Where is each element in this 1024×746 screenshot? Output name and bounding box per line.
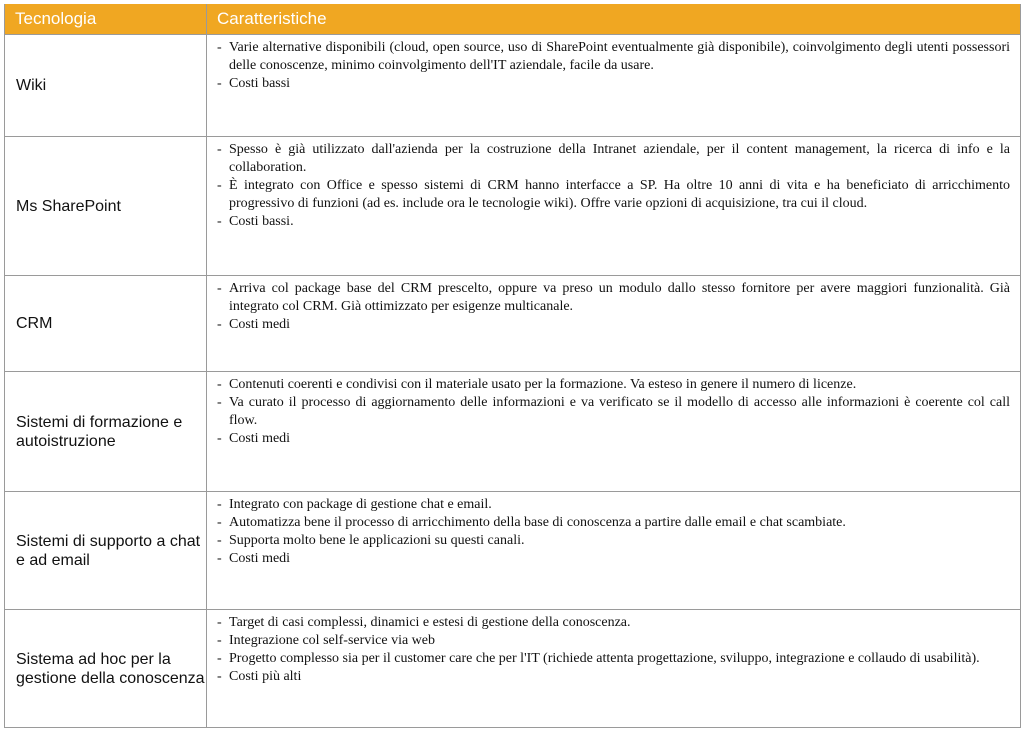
list-item: - Costi più alti (217, 668, 1010, 686)
header-row (5, 4, 1021, 35)
table-row-sistemi-di-supporto (5, 492, 1021, 610)
tech-characteristics (207, 372, 1021, 492)
tech-name: Sistemi di supporto a chat e ad email (5, 492, 207, 610)
list-item: - Integrazione col self-service via web (217, 632, 1010, 650)
tech-name: Wiki (5, 35, 207, 137)
tech-characteristics (207, 137, 1021, 276)
table-row-wiki (5, 35, 1021, 137)
tech-name: Sistema ad hoc per la gestione della conoscenza (5, 610, 207, 728)
characteristics-list (217, 496, 1010, 568)
characteristics-list (217, 141, 1010, 231)
list-item: - Costi bassi (217, 75, 1010, 93)
list-item: - Costi medi (217, 316, 1010, 334)
list-item: - Arriva col package base del CRM prescelto, oppure va preso un modulo dallo stesso fornitore per avere maggiori funzionalità. Già integrato col CRM. Già ottimizzato per esigenze multicanale. (217, 280, 1010, 316)
list-item: - Target di casi complessi, dinamici e estesi di gestione della conoscenza. (217, 614, 1010, 632)
list-item: - Va curato il processo di aggiornamento delle informazioni e va verificato se il modello di accesso alle informazioni è coerente col call flow. (217, 394, 1010, 430)
characteristics-list (217, 280, 1010, 334)
table-row-crm (5, 276, 1021, 372)
tech-name: Sistemi di formazione e autoistruzione (5, 372, 207, 492)
table-row-sistema-ad-hoc (5, 610, 1021, 728)
table-row-ms-sharepoint (5, 137, 1021, 276)
header-caratteristiche: Caratteristiche (207, 4, 1021, 35)
list-item: - È integrato con Office e spesso sistemi di CRM hanno interfacce a SP. Ha oltre 10 anni di vita e ha beneficiato di arricchimento progressivo di funzioni (ad es. include ora le tecnologie wiki). Offre varie opzioni di acquisizione, tra cui il cloud. (217, 177, 1010, 213)
table-body (5, 35, 1021, 728)
table-header (5, 4, 1021, 35)
list-item: - Automatizza bene il processo di arricchimento della base di conoscenza a partire dalle email e chat scambiate. (217, 514, 1010, 532)
list-item: - Contenuti coerenti e condivisi con il materiale usato per la formazione. Va esteso in genere il numero di licenze. (217, 376, 1010, 394)
list-item: - Costi bassi. (217, 213, 1010, 231)
list-item: - Costi medi (217, 550, 1010, 568)
technology-table (4, 4, 1021, 728)
tech-name: CRM (5, 276, 207, 372)
list-item: - Integrato con package di gestione chat e email. (217, 496, 1010, 514)
tech-characteristics (207, 610, 1021, 728)
tech-characteristics (207, 492, 1021, 610)
characteristics-list (217, 376, 1010, 448)
tech-characteristics (207, 35, 1021, 137)
table-row-sistemi-di-formazione (5, 372, 1021, 492)
list-item: - Varie alternative disponibili (cloud, open source, uso di SharePoint eventualmente già disponibile), coinvolgimento degli utenti possessori delle conoscenze, minimo coinvolgimento dell'IT aziendale, facile da usare. (217, 39, 1010, 75)
characteristics-list (217, 614, 1010, 686)
page (4, 4, 1021, 728)
characteristics-list (217, 39, 1010, 93)
tech-name: Ms SharePoint (5, 137, 207, 276)
header-tecnologia: Tecnologia (5, 4, 207, 35)
list-item: - Spesso è già utilizzato dall'azienda per la costruzione della Intranet aziendale, per il content management, la ricerca di info e la collaboration. (217, 141, 1010, 177)
tech-characteristics (207, 276, 1021, 372)
list-item: - Progetto complesso sia per il customer care che per l'IT (richiede attenta progettazione, sviluppo, integrazione e collaudo di usabilità). (217, 650, 1010, 668)
list-item: - Costi medi (217, 430, 1010, 448)
list-item: - Supporta molto bene le applicazioni su questi canali. (217, 532, 1010, 550)
